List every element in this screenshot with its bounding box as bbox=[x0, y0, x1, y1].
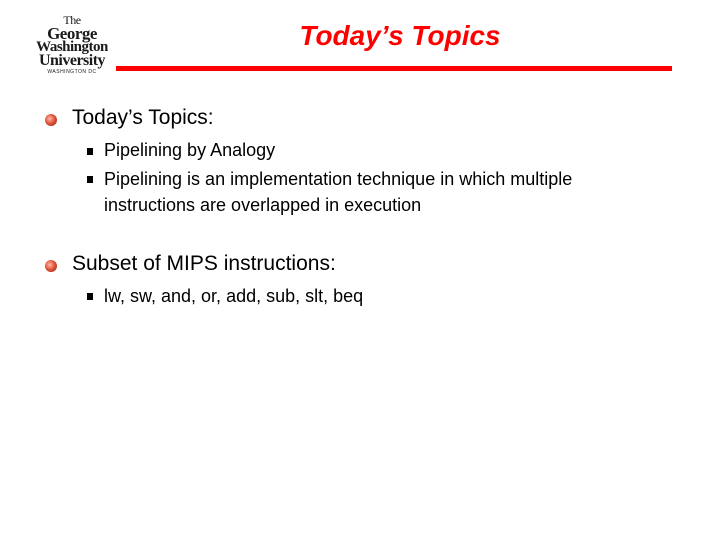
logo-text-location: WASHINGTON DC bbox=[47, 69, 97, 75]
university-logo bbox=[26, 13, 118, 75]
slide-title: Today’s Topics bbox=[299, 20, 501, 51]
section-heading: Subset of MIPS instructions: bbox=[72, 252, 336, 275]
square-bullet-icon bbox=[87, 176, 93, 183]
list-item: lw, sw, and, or, add, sub, slt, beq bbox=[104, 286, 364, 306]
round-bullet-icon bbox=[45, 260, 57, 272]
logo-text-the: The bbox=[63, 13, 81, 27]
square-bullet-icon bbox=[87, 148, 93, 155]
logo-text-george: George bbox=[47, 24, 97, 43]
list-item: Pipelining by Analogy bbox=[104, 140, 276, 160]
list-item: Pipelining is an implementation technique in which multiple instructions are overlapped in execution bbox=[104, 169, 573, 215]
section-heading: Today’s Topics: bbox=[72, 106, 214, 129]
square-bullet-icon bbox=[87, 293, 93, 300]
logo-text-washington: Washington bbox=[36, 39, 108, 55]
title-underline-rule bbox=[116, 66, 672, 71]
logo-text-university: University bbox=[38, 52, 106, 69]
round-bullet-icon bbox=[45, 114, 57, 126]
